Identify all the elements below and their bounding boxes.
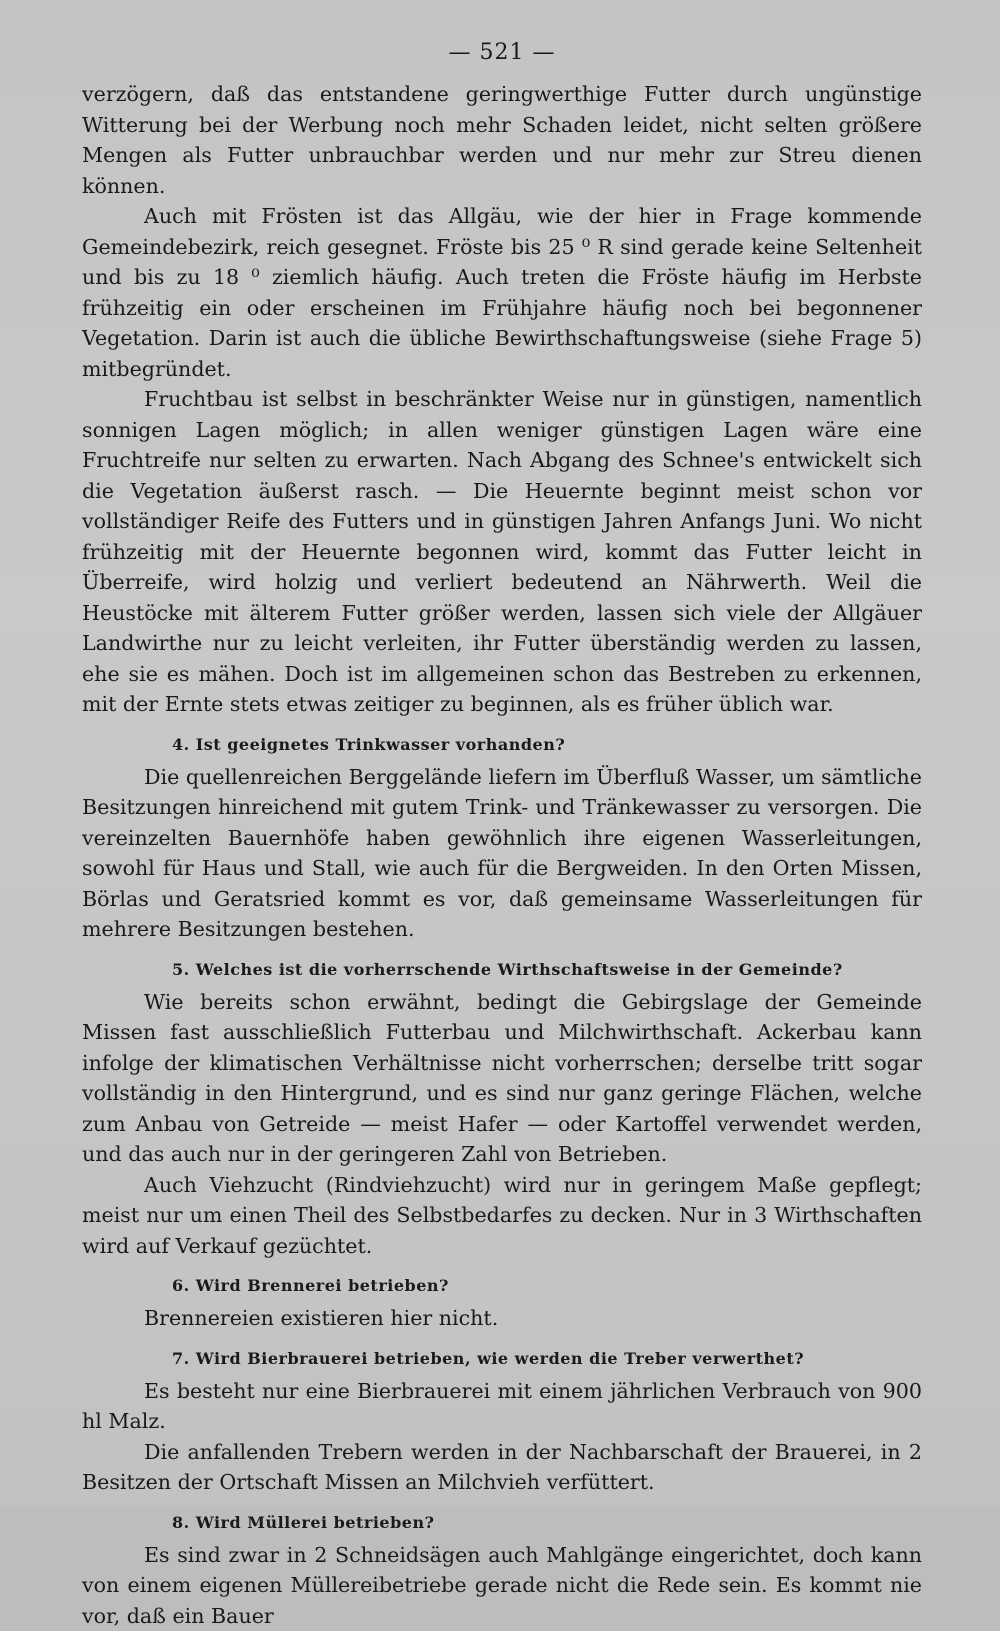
paragraph: Es besteht nur eine Bierbrauerei mit einem jährlichen Verbrauch von 900 hl Malz.	[82, 1376, 922, 1437]
paragraph: Fruchtbau ist selbst in beschränkter Weise nur in günstigen, namentlich sonnigen Lagen möglich; in allen weniger günstigen Lagen wäre eine Fruchtreife nur selten zu erwarten. Nach Abgang des Schnee's entwickelt sich die Vegetation äußerst rasch. — Die Heuernte beginnt meist schon vor vollständiger Reife des Futters und in günstigen Jahren Anfangs Juni. Wo nicht frühzeitig mit der Heuernte begonnen wird, kommt das Futter leicht in Überreife, wird holzig und verliert bedeutend an Nährwerth. Weil die Heustöcke mit älterem Futter größer werden, lassen sich viele der Allgäuer Landwirthe nur zu leicht verleiten, ihr Futter überständig werden zu lassen, ehe sie es mähen. Doch ist im allgemeinen schon das Bestreben zu erkennen, mit der Ernte stets etwas zeitiger zu beginnen, als es früher üblich war.	[82, 384, 922, 720]
paragraph: verzögern, daß das entstandene geringwerthige Futter durch ungünstige Witterung bei der Werbung noch mehr Schaden leidet, nicht selten größere Mengen als Futter unbrauchbar werden und nur mehr zur Streu dienen können.	[82, 79, 922, 201]
question-heading: 8. Wird Müllerei betrieben?	[172, 1512, 922, 1534]
question-heading: 7. Wird Bierbrauerei betrieben, wie werden die Treber verwerthet?	[172, 1348, 922, 1370]
page-number: — 521 —	[82, 40, 922, 65]
paragraph: Auch mit Frösten ist das Allgäu, wie der hier in Frage kommende Gemeindebezirk, reich gesegnet. Fröste bis 25 ⁰ R sind gerade keine Seltenheit und bis zu 18 ⁰ ziemlich häufig. Auch treten die Fröste häufig im Herbste frühzeitig ein oder erscheinen im Frühjahre häufig noch bei begonnener Vegetation. Darin ist auch die übliche Bewirthschaftungsweise (siehe Frage 5) mitbegründet.	[82, 201, 922, 384]
question-heading: 4. Ist geeignetes Trinkwasser vorhanden?	[172, 734, 922, 756]
paragraph: Es sind zwar in 2 Schneidsägen auch Mahlgänge eingerichtet, doch kann von einem eigenen Müllereibetriebe gerade nicht die Rede sein. Es kommt nie vor, daß ein Bauer	[82, 1540, 922, 1631]
paragraph: Wie bereits schon erwähnt, bedingt die Gebirgslage der Gemeinde Missen fast ausschließlich Futterbau und Milchwirthschaft. Ackerbau kann infolge der klimatischen Verhältnisse nicht vorherrschen; derselbe tritt sogar vollständig in den Hintergrund, und es sind nur ganz geringe Flächen, welche zum Anbau von Getreide — meist Hafer — oder Kartoffel verwendet werden, und das auch nur in der geringeren Zahl von Betrieben.	[82, 987, 922, 1170]
paragraph: Auch Viehzucht (Rindviehzucht) wird nur in geringem Maße gepflegt; meist nur um einen Theil des Selbstbedarfes zu decken. Nur in 3 Wirthschaften wird auf Verkauf gezüchtet.	[82, 1170, 922, 1262]
paragraph: Die quellenreichen Berggelände liefern im Überfluß Wasser, um sämtliche Besitzungen hinreichend mit gutem Trink- und Tränkewasser zu versorgen. Die vereinzelten Bauernhöfe haben gewöhnlich ihre eigenen Wasserleitungen, sowohl für Haus und Stall, wie auch für die Bergweiden. In den Orten Missen, Börlas und Geratsried kommt es vor, daß gemeinsame Wasserleitungen für mehrere Besitzungen bestehen.	[82, 762, 922, 945]
paragraph: Brennereien existieren hier nicht.	[82, 1303, 922, 1334]
question-heading: 6. Wird Brennerei betrieben?	[172, 1275, 922, 1297]
paragraph: Die anfallenden Trebern werden in der Nachbarschaft der Brauerei, in 2 Besitzen der Ortschaft Missen an Milchvieh verfüttert.	[82, 1437, 922, 1498]
question-heading: 5. Welches ist die vorherrschende Wirthschaftsweise in der Gemeinde?	[172, 959, 922, 981]
